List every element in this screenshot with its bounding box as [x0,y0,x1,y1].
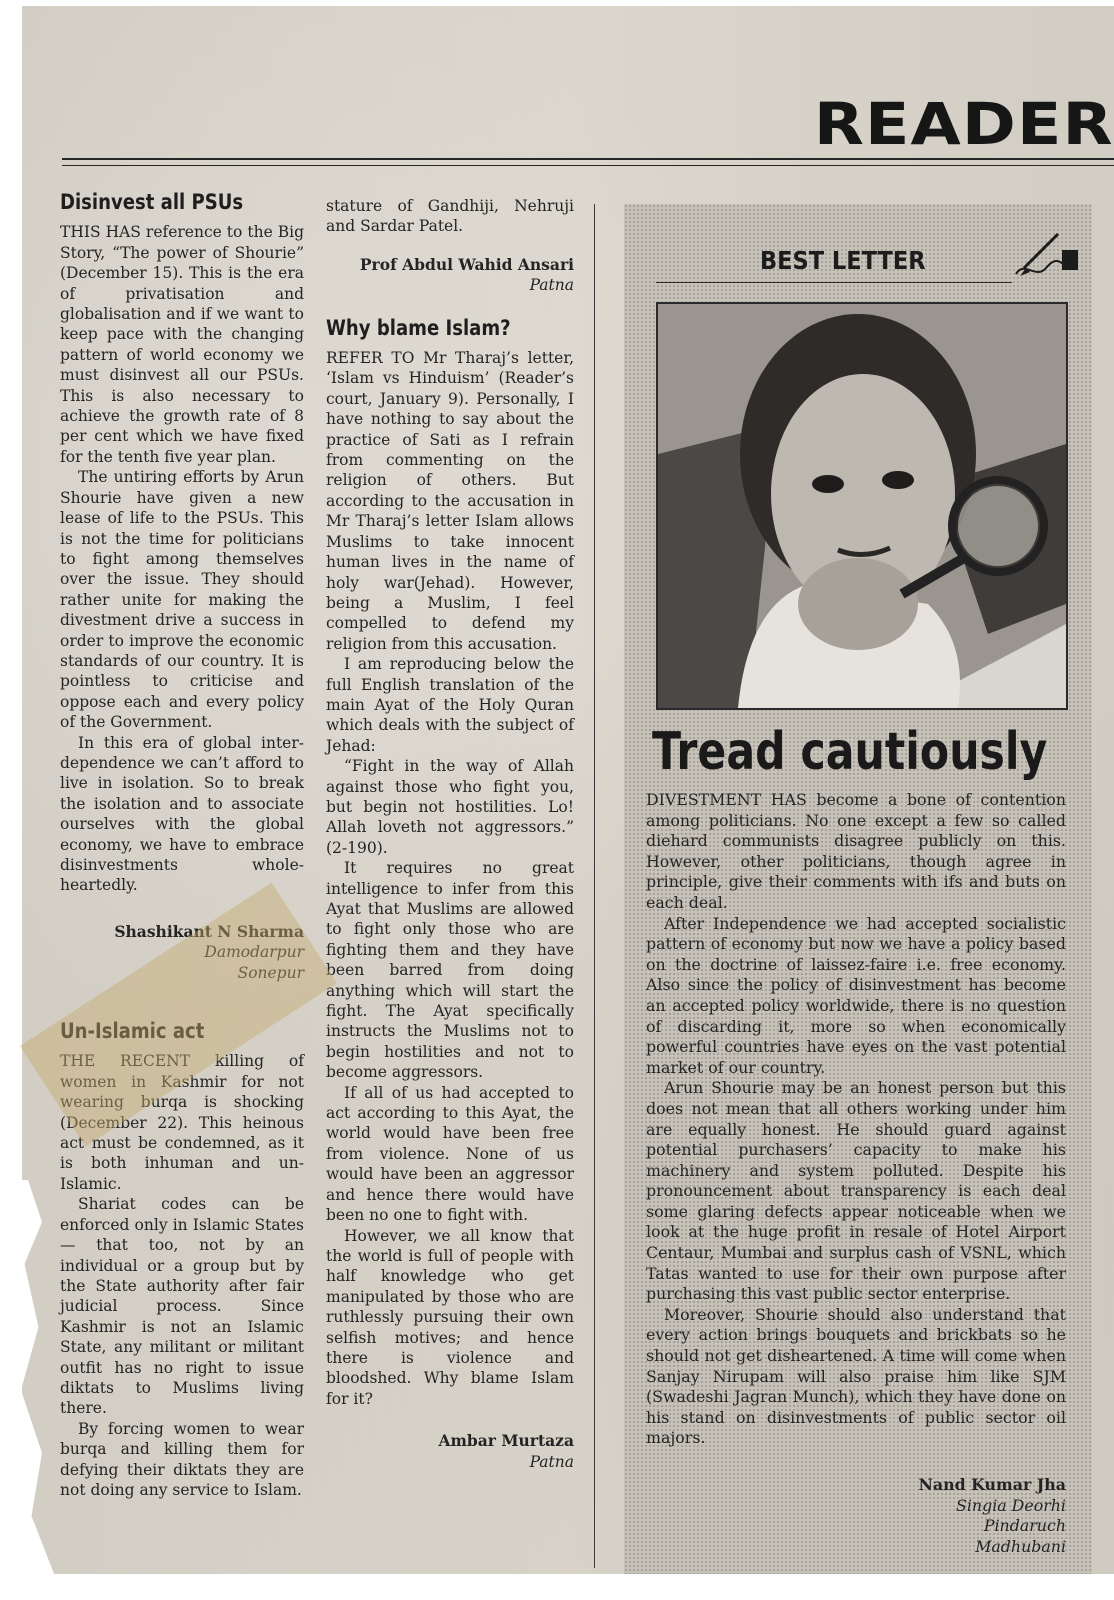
paragraph: However, we all know that the world is full of people with half knowledge who get manipulated by those who are ruthlessly pursuing their own selfish motives; and hence there is violence and bloodshed. Why blame Islam for it? [326,1226,574,1408]
headline-un-islamic: Un-Islamic act [60,1019,205,1044]
signature-place: Damodarpur [204,943,304,962]
signature-name: Shashikant N Sharma [114,921,304,941]
paragraph: In this era of global inter-dependence we can’t afford to live in isolation. So to break the isolation and to associate ourselves with the global economy, we have to embrace disinvestments whole-heartedly. [60,733,304,895]
pen-writing-icon [1010,228,1080,284]
best-letter-headline: Tread cautiously [652,722,1048,782]
signature-name: Ambar Murtaza [438,1431,574,1451]
paragraph: By forcing women to wear burqa and killing them for defying their diktats they are not doing any service to Islam. [60,1419,304,1499]
masthead-rule-thin [62,165,1114,166]
paragraph: It requires no great intelligence to infer from this Ayat that Muslims are allowed to fight only those who are fighting them and they have been barred from doing anything which will start the fight. The Ayat specifically instructs the Muslims not to begin hostilities and not to become aggressors. [326,859,574,1082]
signature-place: Singia Deorhi [956,1495,1066,1515]
column-1 [60,192,304,1500]
paragraph: Arun Shourie may be an honest person but this does not mean that all others working under him are equally honest. He should guard against potential purchasers’ capacity to make his machinery and system polluted. Despite his pronouncement about transparency is each deal some glaring defects appear noticeable when we look at the huge profit in resale of Hotel Airport Centaur, Mumbai and surplus cash of VSNL, which Tatas wanted to use for their own purpose after purchasing this vast public sector enterprise. [646,1078,1066,1304]
signature-place: Patna [529,1452,574,1471]
best-letter-label: BEST LETTER [760,246,926,275]
signature-place: Patna [529,276,574,295]
paragraph: REFER TO Mr Tharaj’s letter, ‘Islam vs Hinduism’ (Reader’s court, January 9). Personally, I have nothing to say about the practice of Sati as I refrain from commenting on the religion of others. But according to the accusation in Mr Tharaj’s letter Islam allows Muslims to take innocent human lives in the name of holy war(Jehad). However, being a Muslim, I feel compelled to defend my religion from this accusation. [326,349,574,653]
paragraph: Moreover, Shourie should also understand that every action brings bouquets and brickbats so he should not get disheartened. A time will come when Sanjay Nirupam will also praise him like SJM (Swadeshi Jagran Munch), which they have done on his stand on disinvestments of public sector oil majors. [646,1304,1066,1448]
signature-name: Nand Kumar Jha [918,1475,1066,1494]
paragraph: I am reproducing below the full English translation of the main Ayat of the Holy Quran which deals with the subject of Jehad: [326,655,574,755]
headline-disinvest: Disinvest all PSUs [60,190,244,214]
signature-place: Sonepur [237,963,304,982]
paragraph: DIVESTMENT HAS become a bone of contention among politicians. No one except a few so called diehard communists disagree publicly on this. However, other politicians, though agree in principle, give their comments with ifs and buts on each deal. [646,790,1066,912]
column-divider [594,204,595,1568]
quote-paragraph: “Fight in the way of Allah against those who fight you, but begin not hostilities. Lo! Allah loveth not aggressors.” (2-190). [326,757,574,857]
paragraph: THE RECENT killing of women in Kashmir for not wearing burqa is shocking (December 22). This heinous act must be condemned, as it is both inhuman and un-Islamic. [60,1052,304,1193]
paragraph: THIS HAS reference to the Big Story, “The power of Shourie” (December 15). This is the era of privatisation and globalisation and if we want to keep pace with the changing pattern of world economy we must disinvest all our PSUs. This is also necessary to achieve the growth rate of 8 per cent which we have fixed for the tenth five year plan. [60,223,304,466]
paragraph: If all of us had accepted to act according to this Ayat, the world would have been free from violence. None of us would have been an aggressor and hence there would have been no one to fight with. [326,1083,574,1225]
continuation-text: stature of Gandhiji, Nehruji and Sardar Patel. [326,197,574,236]
masthead-rule [62,158,1114,160]
best-letter-rule [656,282,1012,283]
paragraph: Shariat codes can be enforced only in Islamic States — that too, not by an individual or a group but by the State authority after fair judicial process. Since Kashmir is not an Islamic State, any militant or militant outfit has no right to issue diktats to Muslims living there. [60,1195,304,1418]
paragraph: The untiring efforts by Arun Shourie have given a new lease of life to the PSUs. This is not the time for politicians to fight among themselves over the issue. They should rather unite for making the divestment drive a success in order to improve the economic standards of our country. It is pointless to criticise and oppose each and every policy of the Government. [60,468,304,732]
section-masthead: READER [814,90,1114,158]
signature-place: Madhubani [975,1536,1066,1556]
column-2 [326,196,574,1472]
signature-place: Pindaruch [983,1516,1066,1536]
headline-why-blame-islam: Why blame Islam? [326,315,511,340]
best-letter-column [646,790,1066,1557]
portrait-photo [656,302,1068,710]
signature-name: Prof Abdul Wahid Ansari [359,254,574,274]
paragraph: After Independence we had accepted socialistic pattern of economy but now we have a policy based on the doctrine of laissez-faire i.e. free economy. Also since the policy of disinvestment has become an accepted policy worldwide, there is no question of discarding it, more so when economically powerful countries have eyes on the vast potential market of our country. [646,913,1066,1077]
scan-margin [0,1574,1114,1600]
